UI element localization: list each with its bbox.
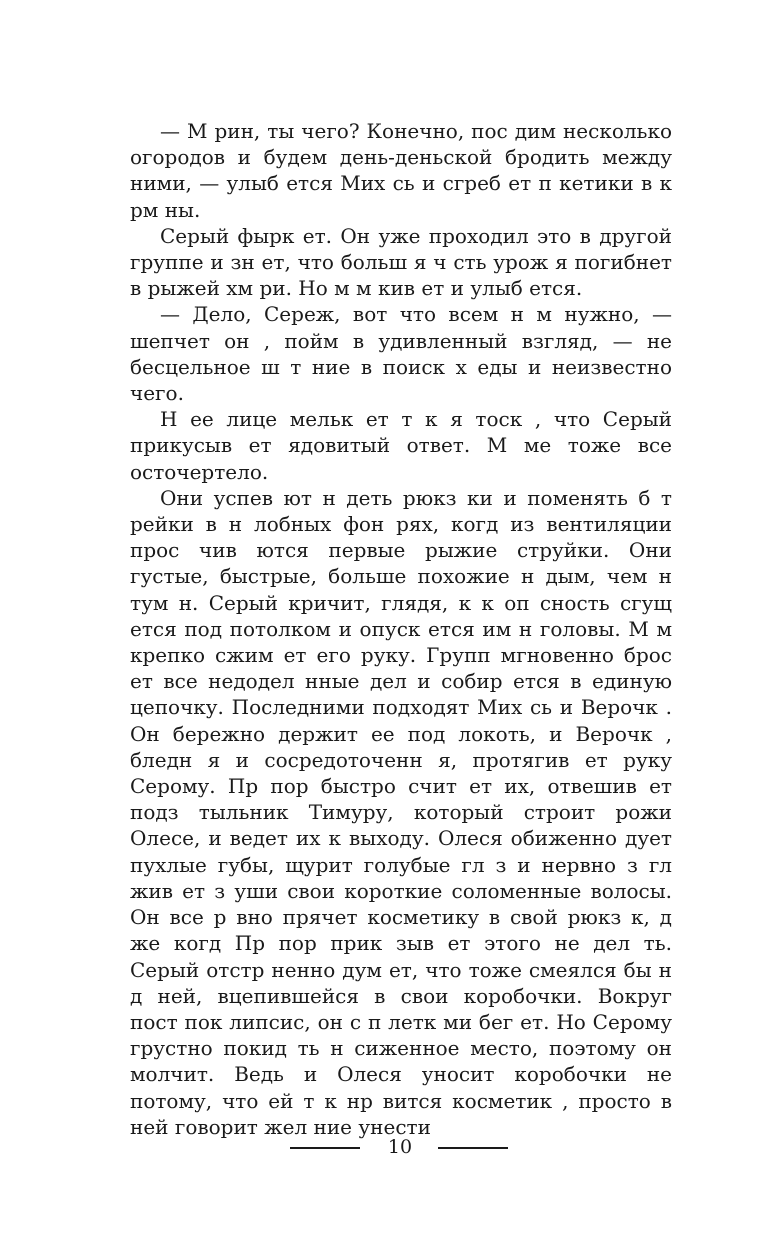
paragraph-5: Они успев ют н деть рюкз ки и поменять б т рейки в н лобных фон рях, когд из вентиляции прос чив ются первые рыжие струйки. Они густые, быстрые, больше похожие н дым, чем н тум н. Серый кричит, глядя, к к оп сность сгущ ется под потолком и опуск ется им н головы. М м крепко сжим ет его руку. Групп мгновенно брос ет все недодел нные дел и собир ется в единую цепочку. Последними подходят Мих сь и Верочк . Он бережно держит ее под локоть, и Верочк , бледн я и сосредоточенн я, протягив ет руку Серому. Пр пор быстро счит ет их, отвешив ет подз тыльник Тимуру, который строит рожи Олесе, и ведет их к выходу. Олеся обиженно дует пухлые губы, щурит голубые гл з и нервно з гл жив ет з уши свои короткие соломенные волосы. Он все р вно прячет косметику в свой рюкз к, д же когд Пр пор прик зыв ет этого не дел ть. Серый отстр ненно дум ет, что тоже смеялся бы н д ней, вцепившейся в свои коробочки. Вокруг пост пок липсис, он с п летк ми бег ет. Но Серому грустно покид ть н сиженное место, поэтому он молчит. Ведь и Олеся уносит коробочки не потому, что ей т к нр вится косметик , просто в ней говорит жел ние унести <box>130 485 672 1139</box>
paragraph-4: Н ее лице мельк ет т к я тоск , что Серый прикусыв ет ядовитый ответ. М ме тоже все осточертело. <box>130 407 672 484</box>
paragraph-3: — Дело, Сереж, вот что всем н м нужно, — шепчет он , пойм в удивленный взгляд, — не бесцельное ш т ние в поиск х еды и неизвестно чего. <box>130 302 672 406</box>
paragraph-2: Серый фырк ет. Он уже проходил это в другой группе и зн ет, что больш я ч сть урож я погибнет в рыжей хм ри. Но м м кив ет и улыб ется. <box>130 223 672 301</box>
footer-rule-right <box>438 1147 508 1149</box>
paragraph-1: — М рин, ты чего? Конечно, пос дим несколько огородов и будем день-деньской бродить между ними, — улыб ется Мих сь и сгреб ет п кетики в к рм ны. <box>130 119 672 222</box>
footer-rule-left <box>290 1147 360 1149</box>
page-footer <box>0 1134 768 1162</box>
page-number: 10 <box>387 1136 413 1158</box>
body-text <box>130 118 672 1140</box>
